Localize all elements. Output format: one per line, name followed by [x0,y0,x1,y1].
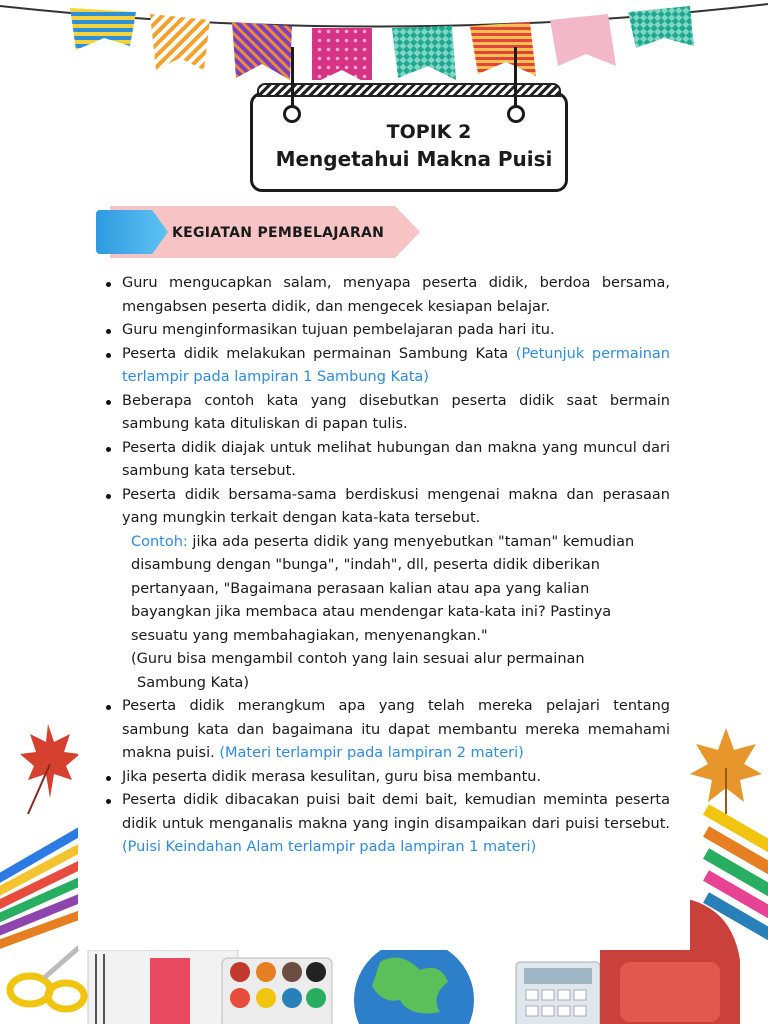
example-note: (Guru bisa mengambil contoh yang lain sesuai alur permainan [131,651,585,667]
list-item: Guru menginformasikan tujuan pembelajaran pada hari itu. [100,319,670,343]
calculator-icon [516,962,600,1024]
board-string [291,47,294,107]
title-board [250,92,568,192]
bunting-flags-icon [0,0,768,80]
globe-icon [354,940,474,1024]
maple-leaf-icon [20,724,80,814]
attachment-reference: (Puisi Keindahan Alam terlampir pada lampiran 1 materi) [122,839,537,855]
pencils-icon [0,826,88,955]
notebook-icon [88,950,238,1024]
topic-number: TOPIK 2 [386,121,472,143]
attachment-reference: (Petunjuk permainan terlampir pada lampiran 1 Sambung Kata) [122,345,671,385]
list-item: Jika peserta didik merasa kesulitan, guru bisa membantu. [100,766,670,790]
list-item: Beberapa contoh kata yang disebutkan peserta didik saat bermain sambung kata dituliskan di papan tulis. [100,390,670,437]
list-item: Peserta didik dibacakan puisi bait demi bait, kemudian meminta peserta didik untuk menganalis makna yang ingin disampaikan dari puisi tersebut. (Puisi Keindahan Alam terlampir pada lampiran 1 materi) [100,789,670,860]
attachment-reference: (Materi terlampir pada lampiran 2 materi) [219,745,524,761]
list-item: Peserta didik melakukan permainan Sambung Kata (Petunjuk permainan terlampir pada lampiran 1 Sambung Kata) [100,343,670,390]
example-text: jika ada peserta didik yang menyebutkan "taman" kemudian disambung dengan "bunga", "indah", dll, peserta didik diberikan pertanyaan, "Bagaimana perasaan kalian atau apa yang kalian bayangkan jika membaca atau mendengar kata-kata ini? Pastinya sesuatu yang membahagiakan, menyenangkan." [131,533,635,644]
example-label: Contoh: [131,533,188,550]
paint-palette-icon [222,958,332,1024]
activity-list [100,272,670,860]
example-block [100,531,670,696]
autumn-leaf-icon [690,728,762,814]
list-item: Peserta didik bersama-sama berdiskusi mengenai makna dan perasaan yang mungkin terkait dengan kata-kata tersebut. [100,484,670,531]
list-item: Peserta didik diajak untuk melihat hubungan dan makna yang muncul dari sambung kata tersebut. [100,437,670,484]
topic-title: Mengetahui Makna Puisi [275,147,553,171]
board-string [514,47,517,107]
section-heading: KEGIATAN PEMBELAJARAN [172,225,385,241]
example-note: Sambung Kata) [137,674,249,691]
list-item: Peserta didik merangkum apa yang telah mereka pelajari tentang sambung kata dan bagaimana itu dapat membantu mereka memahami makna puisi. (Materi terlampir pada lampiran 2 materi) [100,695,670,766]
list-item: Guru mengucapkan salam, menyapa peserta didik, berdoa bersama, mengabsen peserta didik, dan mengecek kesiapan belajar. [100,272,670,319]
